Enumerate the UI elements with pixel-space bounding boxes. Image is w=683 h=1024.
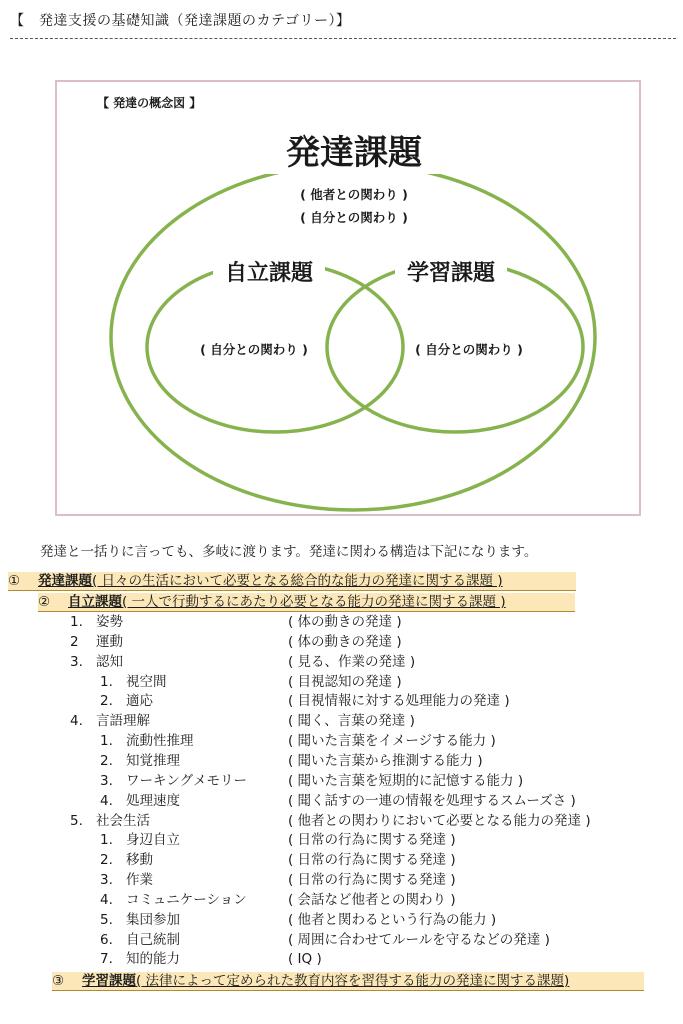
- outline-item-row: [100, 692, 640, 710]
- outline-item-number: 1.: [100, 832, 113, 849]
- outline-item-desc: ( 聞いた言葉を短期的に記憶する能力 ): [288, 772, 524, 789]
- outline-level2-number: ②: [38, 594, 51, 610]
- outline-level3-heading: 学習課題: [82, 973, 136, 989]
- outline-item-label: 自己統制: [126, 931, 180, 948]
- outline-item-label: 適応: [126, 693, 153, 710]
- outline-item-row: [100, 931, 640, 949]
- outline-item-desc: ( 日常の行為に関する発達 ): [288, 832, 456, 849]
- outline-level2-desc: ( 一人で行動するにあたり必要となる能力の発達に関する課題 ): [122, 594, 506, 610]
- outline-item-row: [100, 851, 640, 869]
- outline-item-desc: ( 日常の行為に関する発達 ): [288, 872, 456, 889]
- concept-diagram: [55, 80, 641, 516]
- outline-item-row: [70, 712, 640, 730]
- outline-item-row: [100, 891, 640, 909]
- title-divider: [10, 38, 676, 39]
- outline-item-row: [100, 732, 640, 750]
- outline-item-number: 2.: [100, 693, 113, 710]
- outline-item-desc: ( 日常の行為に関する発達 ): [288, 852, 456, 869]
- outline-item-number: 2: [70, 633, 79, 650]
- outline-item-desc: ( 聞いた言葉から推測する能力 ): [288, 752, 483, 769]
- outline-item-label: 処理速度: [126, 792, 180, 809]
- right-label: 学習課題: [406, 261, 496, 286]
- outline-item-label: 作業: [126, 872, 153, 889]
- outline-item-label: 運動: [96, 633, 123, 650]
- outline-item-number: 4.: [100, 891, 113, 908]
- outline-item-desc: ( 目視認知の発達 ): [288, 673, 402, 690]
- concept-diagram-svg: [57, 82, 639, 514]
- outline-item-row: [100, 752, 640, 770]
- main-label: 発達課題: [286, 133, 422, 173]
- diagram-caption: 【 発達の概念図 】: [97, 96, 202, 110]
- outline-level1-desc: ( 日々の生活において必要となる総合的な能力の発達に関する課題 ): [92, 573, 503, 589]
- outline-item-label: 姿勢: [96, 614, 123, 630]
- outline-item-row: [100, 950, 640, 968]
- outline-item-number: 5.: [70, 812, 83, 829]
- outline-item-desc: ( 会話など他者との関わり ): [288, 891, 456, 908]
- outline-level3: [52, 972, 644, 991]
- outline-item-number: 3.: [100, 772, 113, 789]
- outline-item-number: 6.: [100, 931, 113, 948]
- main-sub-2: ( 自分との関わり ): [300, 210, 408, 225]
- intro-text: 発達と一括りに言っても、多岐に渡ります。発達に関わる構造は下記になります。: [40, 544, 538, 560]
- outline-item-desc: ( 他者と関わるという行為の能力 ): [288, 911, 497, 928]
- outline-level1-number: ①: [8, 573, 21, 589]
- outline-item-desc: ( 目視情報に対する処理能力の発達 ): [288, 693, 510, 710]
- outline-item-number: 7.: [100, 951, 113, 968]
- outline-item-number: 5.: [100, 911, 113, 928]
- outline-item-row: [100, 673, 640, 691]
- outline-item-number: 4.: [100, 792, 113, 809]
- left-label: 自立課題: [224, 261, 314, 286]
- outline-item-number: 2.: [100, 752, 113, 769]
- outline-item-row: [100, 911, 640, 929]
- outline-item-label: 認知: [96, 653, 123, 670]
- outline-item-number: 3.: [70, 653, 83, 670]
- main-sub-1: ( 他者との関わり ): [300, 187, 408, 202]
- outline-level2: [38, 593, 575, 612]
- outline-item-label: 身辺自立: [126, 832, 180, 849]
- outline-level1: [8, 572, 576, 591]
- outline-item-label: 流動性推理: [126, 733, 194, 750]
- outline-item-row: [70, 812, 640, 830]
- outline-level3-desc: ( 法律によって定められた教育内容を習得する能力の発達に関する課題): [136, 973, 570, 989]
- page-title: 【 発達支援の基礎知識（発達課題のカテゴリー）】: [10, 13, 351, 29]
- outline-item-desc: ( 見る、作業の発達 ): [288, 653, 416, 670]
- outline-item-row: [70, 653, 640, 671]
- outline-item-desc: ( 聞く話すの一連の情報を処理するスムーズさ ): [288, 792, 576, 809]
- outline-item-label: 知的能力: [126, 951, 180, 968]
- outline-item-number: 1.: [100, 733, 113, 750]
- left-sub: ( 自分との関わり ): [200, 342, 308, 357]
- outline-item-desc: ( IQ ): [288, 951, 322, 968]
- outline-item-row: [70, 633, 640, 651]
- right-sub: ( 自分との関わり ): [415, 342, 523, 357]
- outline-level1-heading: 発達課題: [38, 573, 92, 589]
- outline-item-number: 1.: [100, 673, 113, 690]
- outline-item-number: 3.: [100, 872, 113, 889]
- outline-item-label: ワーキングメモリー: [126, 772, 247, 789]
- outline-item-label: 視空間: [126, 673, 167, 690]
- outline-item-desc: ( 周囲に合わせてルールを守るなどの発達 ): [288, 931, 550, 948]
- outline-item-row: [100, 831, 640, 849]
- outline-level3-number: ③: [52, 973, 65, 989]
- outline-item-row: [70, 613, 640, 631]
- outline-item-number: 1.: [70, 614, 83, 630]
- outline-item-desc: ( 聞いた言葉をイメージする能力 ): [288, 733, 496, 750]
- outline-item-label: コミュニケーション: [126, 891, 247, 908]
- outline-item-desc: ( 体の動きの発達 ): [288, 633, 402, 650]
- outline-item-desc: ( 聞く、言葉の発達 ): [288, 713, 415, 730]
- outline-item-label: 集団参加: [126, 911, 180, 928]
- outline-item-row: [100, 792, 640, 810]
- outline-item-desc: ( 体の動きの発達 ): [288, 614, 402, 630]
- outline-item-row: [100, 871, 640, 889]
- outline-item-number: 4.: [70, 713, 83, 730]
- outline-item-label: 知覚推理: [126, 752, 180, 769]
- outline-item-number: 2.: [100, 852, 113, 869]
- outline-item-label: 社会生活: [96, 812, 150, 829]
- outline-item-row: [100, 772, 640, 790]
- outline-item-label: 移動: [126, 852, 153, 869]
- outline-item-desc: ( 他者との関わりにおいて必要となる能力の発達 ): [288, 812, 591, 829]
- outline-item-label: 言語理解: [96, 713, 150, 730]
- outline-level2-heading: 自立課題: [68, 594, 122, 610]
